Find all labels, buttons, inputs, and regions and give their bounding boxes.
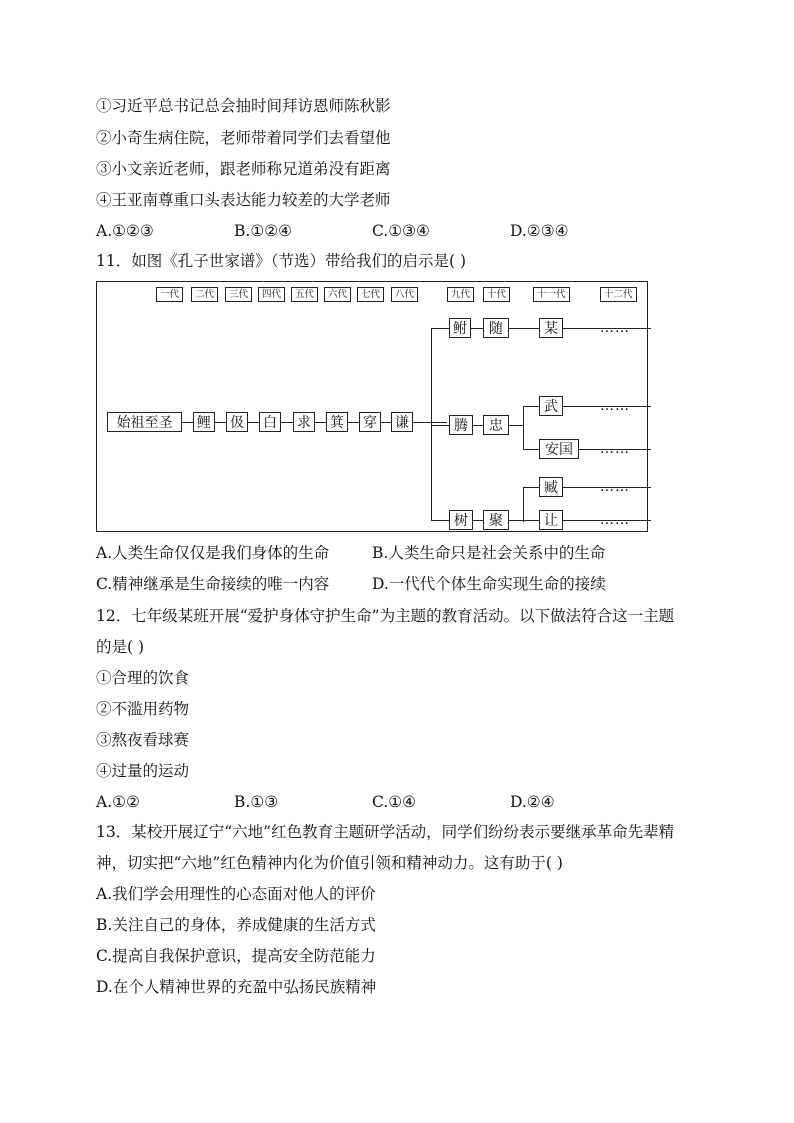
tree-node: 求 [293, 412, 315, 432]
generation-label: 六代 [324, 287, 351, 302]
q10-item-1: ①习近平总书记总会抽时间拜访恩师陈秋影 [96, 97, 391, 115]
generation-label: 七代 [357, 287, 384, 302]
q12-option-c: C.①④ [372, 793, 417, 811]
tree-node: 鲤 [193, 412, 215, 432]
tree-node: 安国 [539, 439, 579, 459]
connector-line [523, 487, 524, 522]
q11-option-d: D.一代代个体生命实现生命的接续 [372, 575, 606, 593]
q11-stem: 11．如图《孔子世家谱》（节选）带给我们的启示是( ) [96, 252, 466, 270]
generation-label: 四代 [258, 287, 285, 302]
q10-option-b: B.①②④ [234, 222, 293, 240]
tree-node: 让 [539, 510, 563, 530]
generation-label: 十二代 [600, 287, 637, 302]
q13-stem-line1: 13．某校开展辽宁“六地”红色教育主题研学活动，同学们纷纷表示要继承革命先辈精 [96, 823, 675, 841]
generation-label: 三代 [225, 287, 252, 302]
tree-node: 某 [539, 318, 563, 338]
tree-node: 鲋 [449, 318, 471, 338]
ellipsis: …… [600, 479, 630, 495]
connector-line [431, 425, 523, 426]
family-tree-diagram [96, 281, 648, 532]
ellipsis: …… [600, 441, 630, 457]
tree-node: 随 [483, 318, 509, 338]
ellipsis: …… [600, 512, 630, 528]
q12-stem-line2: 的是( ) [96, 638, 145, 656]
q13-option-c: C.提高自我保护意识，提高安全防范能力 [96, 947, 376, 965]
q12-item-1: ①合理的饮食 [96, 669, 190, 687]
tree-node: 穿 [359, 412, 381, 432]
generation-label: 五代 [291, 287, 318, 302]
q13-option-d: D.在个人精神世界的充盈中弘扬民族精神 [96, 978, 377, 996]
connector-line [523, 406, 524, 449]
ellipsis: …… [600, 398, 630, 414]
q10-option-c: C.①③④ [372, 222, 430, 240]
q13-stem-line2: 神，切实把“六地”红色精神内化为价值引领和精神动力。这有助于( ) [96, 854, 563, 872]
q12-item-4: ④过量的运动 [96, 762, 190, 780]
q11-option-a: A.人类生命仅仅是我们身体的生命 [96, 544, 330, 562]
generation-label: 十代 [483, 287, 510, 302]
q13-option-a: A.我们学会用理性的心态面对他人的评价 [96, 885, 376, 903]
tree-node: 伋 [226, 412, 248, 432]
tree-node: 腾 [449, 415, 473, 435]
connector-line [431, 520, 523, 521]
generation-label: 八代 [391, 287, 418, 302]
q10-option-d: D.②③④ [510, 222, 569, 240]
q13-option-b: B.关注自己的身体，养成健康的生活方式 [96, 916, 376, 934]
q10-item-4: ④王亚南尊重口头表达能力较差的大学老师 [96, 191, 391, 209]
q11-option-c: C.精神继承是生命接续的唯一内容 [96, 575, 330, 593]
q10-item-3: ③小文亲近老师，跟老师称兄道弟没有距离 [96, 160, 391, 178]
q12-option-a: A.①② [96, 793, 140, 811]
q12-stem-line1: 12．七年级某班开展“爱护身体守护生命”为主题的教育活动。以下做法符合这一主题 [96, 607, 675, 625]
generation-label: 九代 [447, 287, 474, 302]
tree-node: 聚 [483, 510, 509, 530]
tree-node: 武 [539, 396, 563, 416]
tree-node: 臧 [539, 477, 563, 497]
connector-line [413, 422, 431, 423]
tree-node: 箕 [326, 412, 348, 432]
q12-option-d: D.②④ [510, 793, 555, 811]
ancestor-node: 始祖至圣 [107, 412, 182, 432]
generation-label: 十一代 [533, 287, 570, 302]
q10-option-a: A.①②③ [96, 222, 154, 240]
connector-line [431, 328, 432, 520]
tree-node: 忠 [483, 415, 509, 435]
tree-node: 白 [259, 412, 281, 432]
tree-node: 树 [449, 510, 473, 530]
q10-item-2: ②小奇生病住院，老师带着同学们去看望他 [96, 129, 391, 147]
q11-option-b: B.人类生命只是社会关系中的生命 [372, 544, 606, 562]
generation-label: 二代 [191, 287, 218, 302]
generation-label: 一代 [156, 287, 183, 302]
tree-node: 谦 [391, 412, 413, 432]
q12-item-3: ③熬夜看球赛 [96, 731, 190, 749]
ellipsis: …… [600, 320, 630, 336]
q12-option-b: B.①③ [234, 793, 279, 811]
q12-item-2: ②不滥用药物 [96, 700, 190, 718]
